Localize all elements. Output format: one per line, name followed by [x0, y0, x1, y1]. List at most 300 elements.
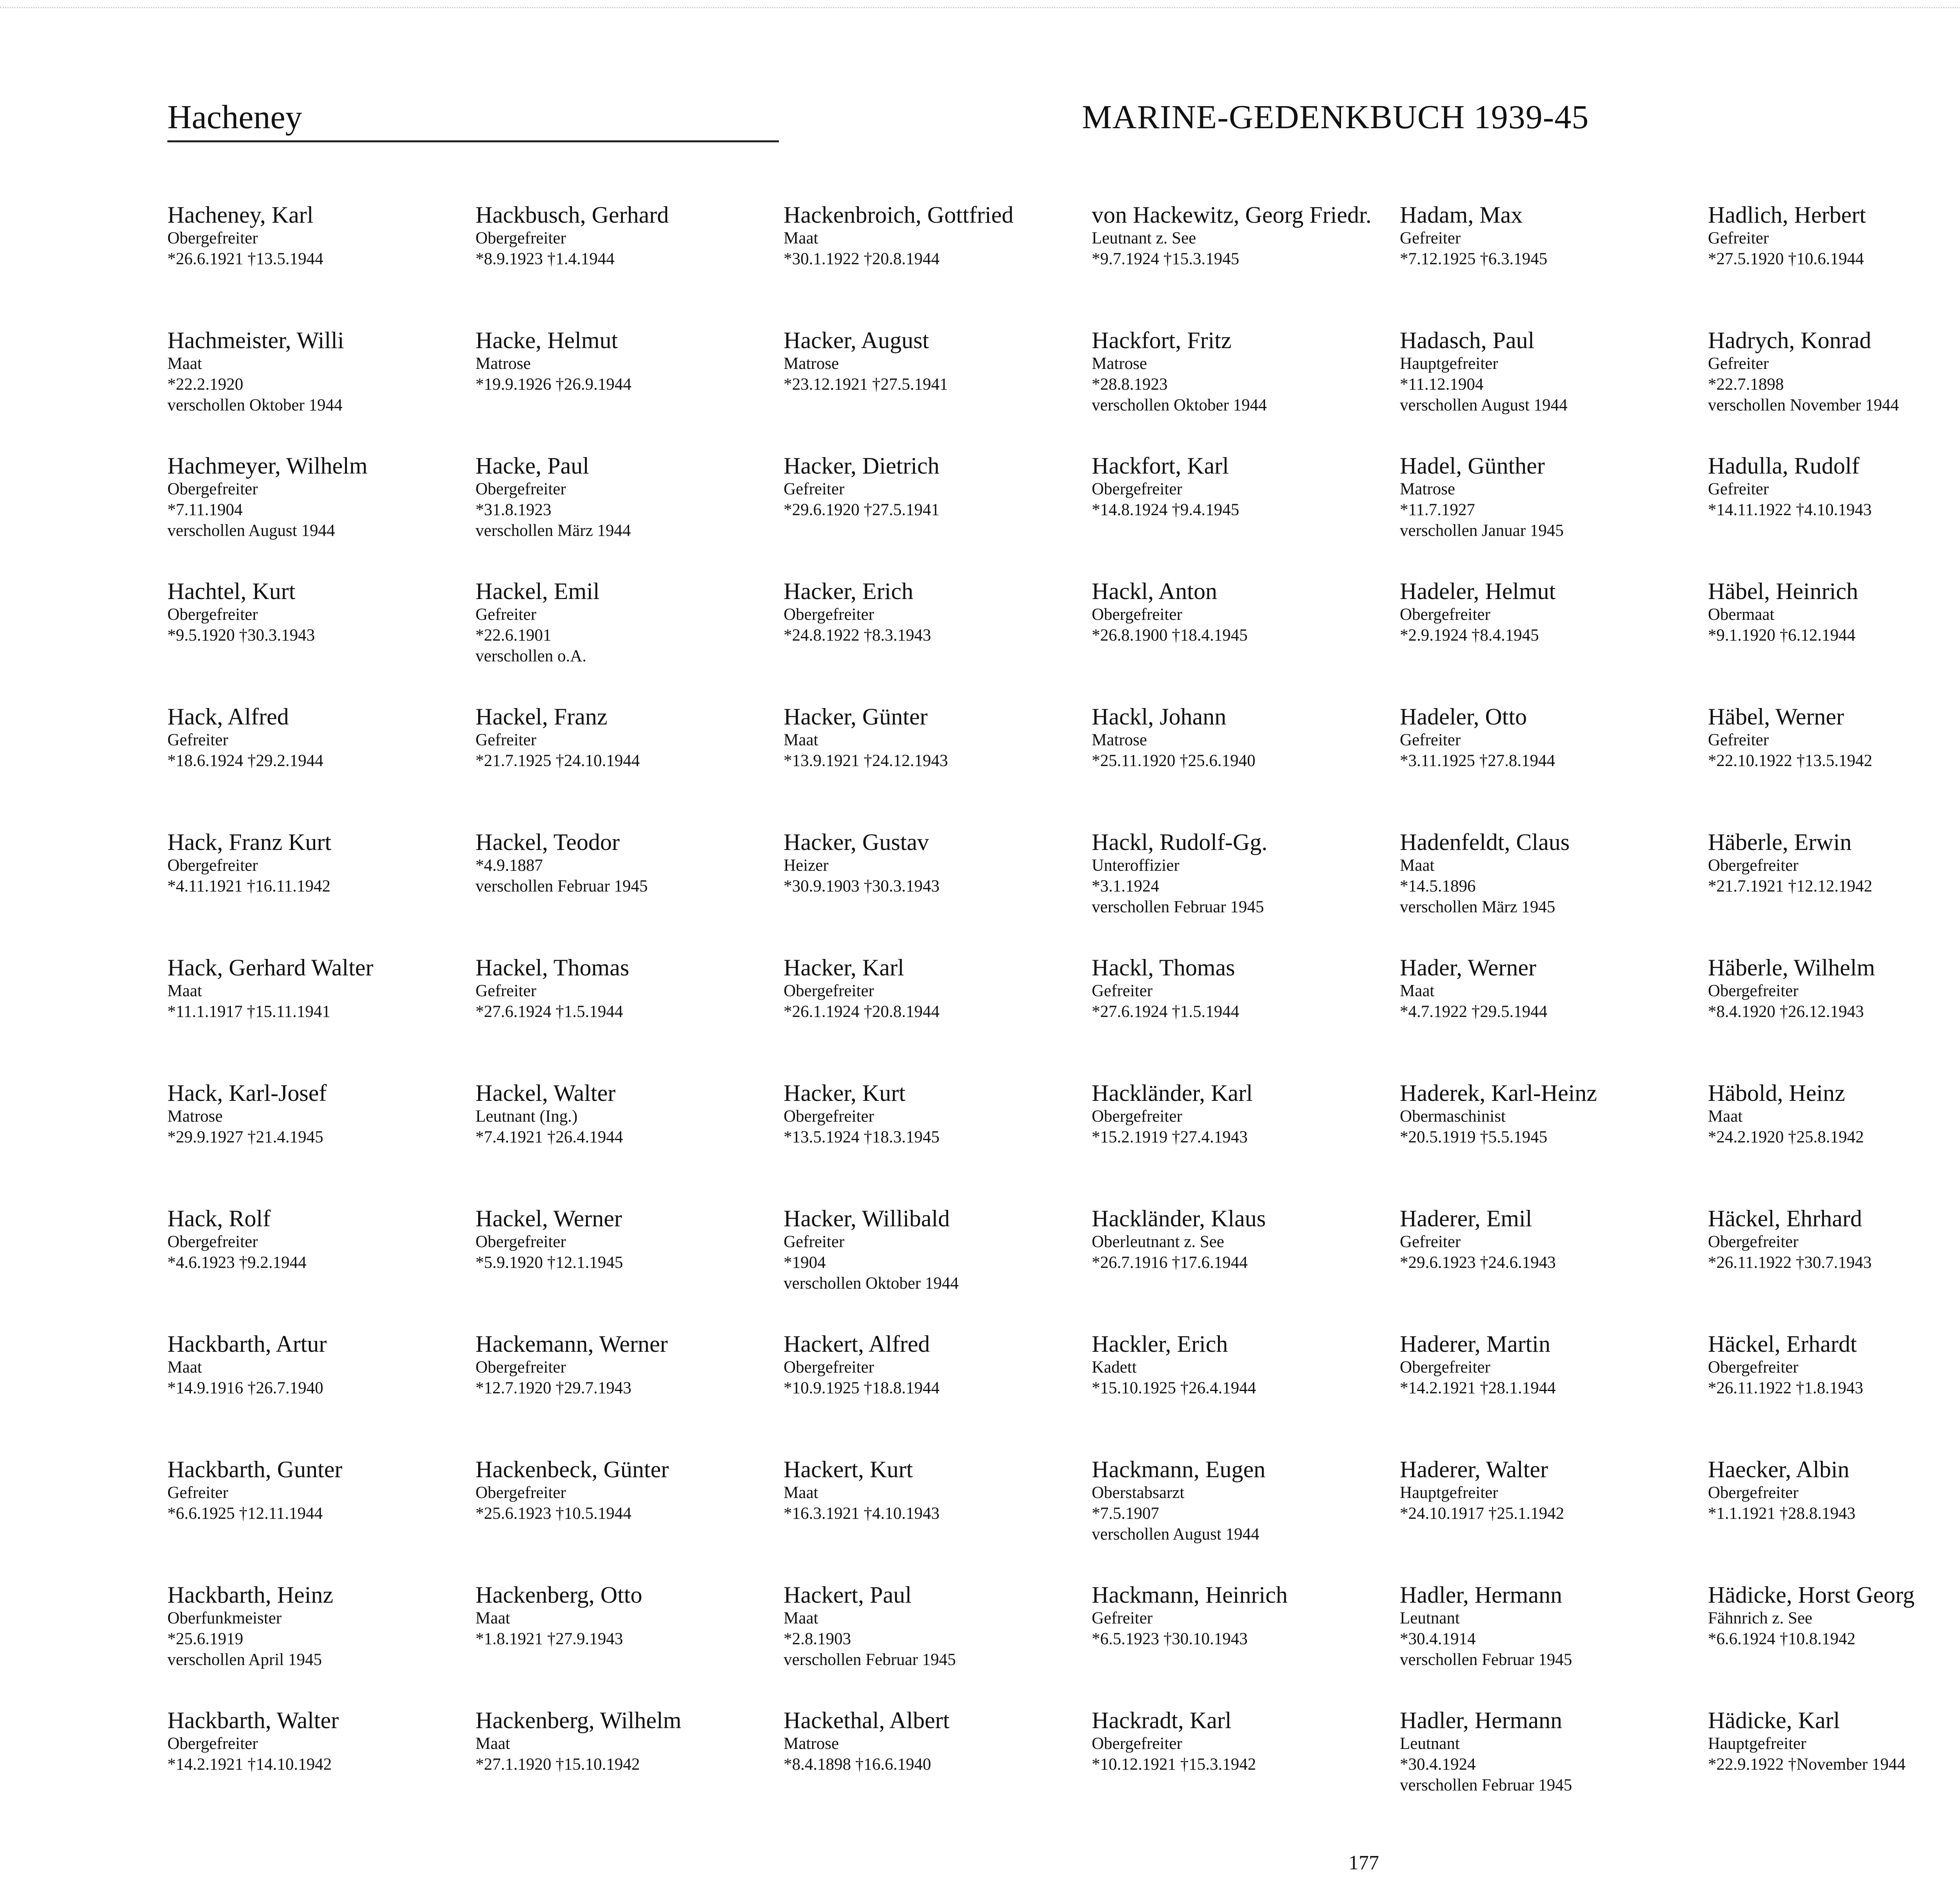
entry-detail: Leutnant [1400, 1609, 1460, 1627]
entry-detail: Gefreiter [167, 731, 229, 749]
entry-name: Hachtel, Kurt [167, 578, 296, 604]
entry-detail: Obergefreiter [1092, 1107, 1182, 1126]
entry-name: Hackert, Paul [784, 1582, 912, 1608]
entry-detail: *27.1.1920 †15.10.1942 [475, 1755, 640, 1774]
page-title: MARINE-GEDENKBUCH 1939-45 [1082, 98, 1589, 136]
memorial-entry [475, 1707, 784, 1833]
memorial-entry [1092, 453, 1400, 578]
entry-name: Hadel, Günther [1400, 453, 1545, 479]
memorial-entry [167, 1582, 475, 1707]
entry-name: Hackländer, Karl [1092, 1080, 1253, 1106]
entry-name: Hackfort, Karl [1092, 453, 1229, 479]
memorial-entry [1400, 829, 1708, 955]
entry-detail: *11.7.1927 [1400, 501, 1475, 519]
entry-detail: verschollen Oktober 1944 [1092, 396, 1267, 414]
entry-detail: verschollen August 1944 [1092, 1525, 1259, 1543]
entry-detail: *1.8.1921 †27.9.1943 [475, 1630, 623, 1648]
entry-detail: Obergefreiter [1400, 605, 1490, 624]
entry-name: Haderer, Emil [1400, 1206, 1532, 1231]
entry-name: Häbel, Werner [1708, 704, 1844, 730]
entry-detail: verschollen März 1945 [1400, 898, 1555, 916]
memorial-entry [784, 704, 1092, 829]
entry-name: Hachmeyer, Wilhelm [167, 453, 368, 479]
memorial-entry [1092, 1080, 1400, 1206]
entry-name: Hacker, Kurt [784, 1080, 906, 1106]
entry-detail: *20.5.1919 †5.5.1945 [1400, 1128, 1548, 1146]
entry-detail: *6.6.1924 †10.8.1942 [1708, 1630, 1856, 1648]
entry-name: Hackbarth, Heinz [167, 1582, 334, 1608]
entry-detail: Hauptgefreiter [1400, 1484, 1498, 1502]
memorial-entry [1708, 704, 1960, 829]
entry-detail: Gefreiter [1708, 229, 1769, 247]
memorial-entry [1092, 1582, 1400, 1707]
entry-detail: verschollen August 1944 [1400, 396, 1568, 414]
memorial-entry [1708, 1080, 1960, 1206]
entry-name: Hackfort, Fritz [1092, 327, 1232, 353]
entry-detail: Gefreiter [784, 1233, 845, 1251]
entry-detail: *14.8.1924 †9.4.1945 [1092, 501, 1240, 519]
entry-name: Hackl, Anton [1092, 578, 1217, 604]
entry-name: Häbel, Heinrich [1708, 578, 1858, 604]
header-rule-left [167, 140, 779, 142]
entry-detail: Obergefreiter [475, 480, 566, 498]
entry-detail: *27.6.1924 †1.5.1944 [1092, 1002, 1240, 1021]
memorial-entry [784, 1331, 1092, 1456]
entry-detail: *14.11.1922 †4.10.1943 [1708, 501, 1872, 519]
entry-detail: *19.9.1926 †26.9.1944 [475, 375, 632, 394]
memorial-entry [1400, 704, 1708, 829]
entry-detail: Maat [1400, 856, 1435, 875]
entry-detail: Gefreiter [475, 731, 537, 749]
entry-name: Hacker, Dietrich [784, 453, 940, 479]
entry-name: Hadler, Hermann [1400, 1707, 1563, 1733]
entry-detail: *9.5.1920 †30.3.1943 [167, 626, 315, 645]
entry-detail: Gefreiter [1708, 354, 1769, 373]
entry-detail: Obergefreiter [1400, 1358, 1490, 1376]
entry-name: Hackel, Emil [475, 578, 600, 604]
entry-name: Häbold, Heinz [1708, 1080, 1845, 1106]
entry-detail: Obergefreiter [1092, 480, 1182, 498]
memorial-entry [475, 327, 784, 453]
entry-detail: *4.7.1922 †29.5.1944 [1400, 1002, 1548, 1021]
memorial-entry [1400, 327, 1708, 453]
entry-name: Hacker, Günter [784, 704, 928, 730]
entry-name: Hädicke, Karl [1708, 1707, 1840, 1733]
entry-name: Hack, Karl-Josef [167, 1080, 327, 1106]
entry-detail: *27.5.1920 †10.6.1944 [1708, 250, 1864, 268]
entry-detail: Obergefreiter [1092, 1734, 1182, 1753]
entry-name: Hadam, Max [1400, 202, 1523, 228]
entry-detail: Obergefreiter [1708, 982, 1798, 1000]
entry-detail: *26.8.1900 †18.4.1945 [1092, 626, 1248, 645]
entry-detail: *24.8.1922 †8.3.1943 [784, 626, 931, 645]
entry-name: Hader, Werner [1400, 955, 1537, 981]
entry-detail: *10.12.1921 †15.3.1942 [1092, 1755, 1256, 1774]
entry-detail: *22.6.1901 [475, 626, 552, 645]
entry-detail: *26.7.1916 †17.6.1944 [1092, 1253, 1248, 1272]
memorial-entry [784, 453, 1092, 578]
entry-detail: *25.11.1920 †25.6.1940 [1092, 752, 1256, 770]
entry-name: Hacker, Karl [784, 955, 904, 981]
entry-detail: Gefreiter [1400, 731, 1461, 749]
memorial-entry [1708, 1456, 1960, 1582]
entry-detail: *14.2.1921 †28.1.1944 [1400, 1379, 1556, 1397]
memorial-entry [1400, 578, 1708, 704]
entry-name: Hackenberg, Wilhelm [475, 1707, 682, 1733]
entry-name: Hacheney, Karl [167, 202, 314, 228]
entry-detail: *28.8.1923 [1092, 375, 1168, 394]
entry-detail: verschollen Oktober 1944 [784, 1274, 959, 1293]
memorial-entry [167, 453, 475, 578]
entry-detail: verschollen Februar 1945 [1400, 1776, 1572, 1794]
entry-detail: *18.6.1924 †29.2.1944 [167, 752, 323, 770]
entry-detail: Maat [1400, 982, 1435, 1000]
memorial-entry [167, 1206, 475, 1331]
entry-detail: *8.9.1923 †1.4.1944 [475, 250, 615, 268]
entry-detail: verschollen August 1944 [167, 521, 335, 540]
memorial-entry [1400, 1582, 1708, 1707]
memorial-entry [784, 955, 1092, 1080]
entry-detail: Matrose [1400, 480, 1455, 498]
entry-detail: verschollen November 1944 [1708, 396, 1899, 414]
entry-name: Haderer, Walter [1400, 1456, 1548, 1482]
memorial-entry [475, 578, 784, 704]
memorial-entry [784, 202, 1092, 327]
entry-detail: Heizer [784, 856, 829, 875]
memorial-entry [475, 453, 784, 578]
entry-detail: *15.10.1925 †26.4.1944 [1092, 1379, 1256, 1397]
entry-detail: *14.5.1896 [1400, 877, 1476, 895]
entry-name: Hackenbeck, Günter [475, 1456, 669, 1482]
entry-detail: Matrose [475, 354, 531, 373]
entry-detail: *9.7.1924 †15.3.1945 [1092, 250, 1240, 268]
memorial-entry [475, 829, 784, 955]
memorial-entry [1400, 1707, 1708, 1833]
entry-name: Hackler, Erich [1092, 1331, 1228, 1357]
entry-detail: Gefreiter [784, 480, 845, 498]
entry-detail: Hauptgefreiter [1400, 354, 1498, 373]
entry-detail: *21.7.1925 †24.10.1944 [475, 752, 640, 770]
entry-detail: *6.6.1925 †12.11.1944 [167, 1504, 323, 1523]
entry-name: Haderek, Karl-Heinz [1400, 1080, 1597, 1106]
entry-name: Hackradt, Karl [1092, 1707, 1232, 1733]
header-first-name: Hacheney [167, 98, 302, 136]
memorial-entry [1708, 327, 1960, 453]
entry-detail: *4.6.1923 †9.2.1944 [167, 1253, 307, 1272]
memorial-entry [1092, 202, 1400, 327]
entry-detail: Gefreiter [1708, 480, 1769, 498]
entry-detail: Maat [784, 1609, 818, 1627]
entry-name: Hacke, Paul [475, 453, 589, 479]
entry-name: Hackemann, Werner [475, 1331, 668, 1357]
entry-detail: verschollen Februar 1945 [475, 877, 648, 895]
memorial-entry [475, 1331, 784, 1456]
entry-detail: *7.5.1907 [1092, 1504, 1159, 1523]
entry-detail: *16.3.1921 †4.10.1943 [784, 1504, 940, 1523]
entry-detail: *8.4.1920 †26.12.1943 [1708, 1002, 1864, 1021]
entry-detail: Obergefreiter [1708, 1233, 1798, 1251]
entry-name: Hackert, Kurt [784, 1456, 913, 1482]
entry-name: Hackel, Walter [475, 1080, 616, 1106]
entry-detail: verschollen Januar 1945 [1400, 521, 1564, 540]
entry-detail: *7.4.1921 †26.4.1944 [475, 1128, 623, 1146]
entry-detail: Maat [475, 1734, 510, 1753]
entry-detail: Unteroffizier [1092, 856, 1180, 875]
memorial-entry [1092, 1331, 1400, 1456]
entry-name: Hackbarth, Artur [167, 1331, 327, 1357]
entry-name: Hackbarth, Walter [167, 1707, 339, 1733]
memorial-entry [1400, 1456, 1708, 1582]
entry-detail: *15.2.1919 †27.4.1943 [1092, 1128, 1248, 1146]
entry-detail: *2.8.1903 [784, 1630, 851, 1648]
entry-name: Hadeler, Helmut [1400, 578, 1556, 604]
entry-name: Hacker, Erich [784, 578, 913, 604]
entry-name: Hackert, Alfred [784, 1331, 930, 1357]
entry-detail: Hauptgefreiter [1708, 1734, 1806, 1753]
memorial-entry [1092, 829, 1400, 955]
entry-detail: *29.6.1923 †24.6.1943 [1400, 1253, 1556, 1272]
entry-detail: Maat [167, 982, 202, 1000]
entry-detail: Obergefreiter [167, 480, 258, 498]
entry-name: Häberle, Wilhelm [1708, 955, 1875, 981]
entry-name: Häckel, Erhardt [1708, 1331, 1857, 1357]
entry-detail: Obergefreiter [167, 605, 258, 624]
entry-detail: *3.1.1924 [1092, 877, 1159, 895]
entry-name: Hack, Gerhard Walter [167, 955, 374, 981]
entry-name: Hacker, Willibald [784, 1206, 950, 1231]
entry-detail: *23.12.1921 †27.5.1941 [784, 375, 948, 394]
entry-detail: *14.2.1921 †14.10.1942 [167, 1755, 332, 1774]
entry-name: Hackländer, Klaus [1092, 1206, 1266, 1231]
entry-detail: *25.6.1919 [167, 1630, 243, 1648]
entry-detail: Gefreiter [1400, 1233, 1461, 1251]
entry-detail: Obergefreiter [1708, 1358, 1798, 1376]
entry-name: Hadrych, Konrad [1708, 327, 1871, 353]
entry-detail: *30.4.1914 [1400, 1630, 1476, 1648]
entry-name: Hädicke, Horst Georg [1708, 1582, 1915, 1608]
memorial-entry [1708, 453, 1960, 578]
memorial-entry [1708, 1331, 1960, 1456]
entry-detail: Obergefreiter [784, 605, 874, 624]
memorial-entry [1708, 202, 1960, 327]
entry-detail: Obergefreiter [1708, 856, 1798, 875]
entry-detail: *26.6.1921 †13.5.1944 [167, 250, 323, 268]
entry-detail: *30.4.1924 [1400, 1755, 1476, 1774]
entry-name: Hackenberg, Otto [475, 1582, 642, 1608]
entry-detail: Obergefreiter [475, 229, 566, 247]
entry-detail: *13.9.1921 †24.12.1943 [784, 752, 948, 770]
entry-detail: Obergefreiter [1708, 1484, 1798, 1502]
memorial-entry [784, 1582, 1092, 1707]
memorial-entry [1400, 1331, 1708, 1456]
memorial-entry [475, 1456, 784, 1582]
memorial-entry [784, 1707, 1092, 1833]
entry-detail: *31.8.1923 [475, 501, 552, 519]
entry-name: Hack, Rolf [167, 1206, 271, 1231]
memorial-entry [475, 1206, 784, 1331]
entry-detail: *11.1.1917 †15.11.1941 [167, 1002, 331, 1021]
entry-detail: *22.9.1922 †November 1944 [1708, 1755, 1906, 1774]
memorial-entry [475, 955, 784, 1080]
entry-detail: *26.11.1922 †1.8.1943 [1708, 1379, 1864, 1397]
memorial-entry [1400, 1206, 1708, 1331]
entry-name: Hadeler, Otto [1400, 704, 1527, 730]
entry-detail: *24.2.1920 †25.8.1942 [1708, 1128, 1864, 1146]
memorial-entry [1708, 955, 1960, 1080]
entry-name: Häckel, Ehrhard [1708, 1206, 1862, 1231]
entry-name: Hachmeister, Willi [167, 327, 344, 353]
entry-detail: Maat [475, 1609, 510, 1627]
entry-detail: *12.7.1920 †29.7.1943 [475, 1379, 632, 1397]
memorial-entry [167, 1707, 475, 1833]
entry-name: Hacker, Gustav [784, 829, 929, 855]
memorial-entry [167, 704, 475, 829]
entry-name: Hackl, Johann [1092, 704, 1227, 730]
entry-detail: *29.6.1920 †27.5.1941 [784, 501, 940, 519]
entry-detail: *22.7.1898 [1708, 375, 1784, 394]
memorial-entry [1708, 829, 1960, 955]
entry-name: Hackbusch, Gerhard [475, 202, 669, 228]
scan-top-edge [0, 7, 1960, 8]
entry-detail: *29.9.1927 †21.4.1945 [167, 1128, 323, 1146]
entry-detail: *22.10.1922 †13.5.1942 [1708, 752, 1873, 770]
entry-detail: *11.12.1904 [1400, 375, 1484, 394]
entry-detail: *27.6.1924 †1.5.1944 [475, 1002, 623, 1021]
memorial-entry [167, 202, 475, 327]
memorial-entry [1092, 578, 1400, 704]
entry-name: Hadasch, Paul [1400, 327, 1535, 353]
entry-name: Hack, Franz Kurt [167, 829, 332, 855]
entry-detail: Maat [784, 1484, 818, 1502]
entries-grid [167, 202, 1960, 1817]
entry-detail: Obergefreiter [784, 1358, 874, 1376]
entry-detail: Oberleutnant z. See [1092, 1233, 1224, 1251]
memorial-entry [784, 829, 1092, 955]
entry-detail: Obergefreiter [784, 1107, 874, 1126]
entry-name: von Hackewitz, Georg Friedr. [1092, 202, 1372, 228]
entry-detail: *30.1.1922 †20.8.1944 [784, 250, 940, 268]
entry-detail: Maat [1708, 1107, 1743, 1126]
entry-detail: *26.11.1922 †30.7.1943 [1708, 1253, 1872, 1272]
entry-name: Hackethal, Albert [784, 1707, 950, 1733]
entry-detail: Matrose [784, 354, 839, 373]
entry-name: Hackel, Franz [475, 704, 608, 730]
entry-name: Hackel, Teodor [475, 829, 620, 855]
entry-detail: Gefreiter [1400, 229, 1461, 247]
entry-detail: Gefreiter [475, 982, 537, 1000]
entry-name: Hackbarth, Gunter [167, 1456, 343, 1482]
memorial-entry [784, 327, 1092, 453]
memorial-entry [1708, 1206, 1960, 1331]
entry-detail: Leutnant [1400, 1734, 1460, 1753]
entry-detail: Oberfunkmeister [167, 1609, 282, 1627]
entry-detail: *7.12.1925 †6.3.1945 [1400, 250, 1548, 268]
entry-detail: *25.6.1923 †10.5.1944 [475, 1504, 632, 1523]
memorial-entry [475, 704, 784, 829]
entry-detail: Obergefreiter [475, 1358, 566, 1376]
entry-detail: *5.9.1920 †12.1.1945 [475, 1253, 623, 1272]
entry-detail: *30.9.1903 †30.3.1943 [784, 877, 940, 895]
entry-detail: Maat [784, 229, 818, 247]
entry-detail: verschollen April 1945 [167, 1651, 322, 1669]
page-number: 177 [1348, 1852, 1379, 1874]
memorial-entry [1092, 955, 1400, 1080]
entry-detail: Obermaschinist [1400, 1107, 1506, 1126]
entry-detail: Maat [167, 1358, 202, 1376]
entry-detail: Obergefreiter [167, 1233, 258, 1251]
entry-detail: *24.10.1917 †25.1.1942 [1400, 1504, 1564, 1523]
memorial-entry [784, 1456, 1092, 1582]
entry-detail: *13.5.1924 †18.3.1945 [784, 1128, 940, 1146]
memorial-entry [1092, 327, 1400, 453]
entry-name: Häberle, Erwin [1708, 829, 1852, 855]
entry-detail: Obergefreiter [167, 856, 258, 875]
entry-detail: Obergefreiter [1092, 605, 1182, 624]
entry-detail: Leutnant z. See [1092, 229, 1196, 247]
entry-detail: Obergefreiter [167, 1734, 258, 1753]
entry-detail: *14.9.1916 †26.7.1940 [167, 1379, 323, 1397]
memorial-entry [1708, 1582, 1960, 1707]
memorial-entry [1400, 453, 1708, 578]
entry-name: Hacke, Helmut [475, 327, 618, 353]
entry-detail: verschollen Februar 1945 [784, 1651, 956, 1669]
entry-detail: *22.2.1920 [167, 375, 243, 394]
memorial-entry [1092, 1456, 1400, 1582]
memorial-entry [475, 1582, 784, 1707]
memorial-entry [1400, 1080, 1708, 1206]
entry-detail: *4.11.1921 †16.11.1942 [167, 877, 331, 895]
entry-name: Hackenbroich, Gottfried [784, 202, 1014, 228]
entry-detail: *9.1.1920 †6.12.1944 [1708, 626, 1856, 645]
entry-detail: *7.11.1904 [167, 501, 243, 519]
entry-detail: *10.9.1925 †18.8.1944 [784, 1379, 940, 1397]
entry-detail: Obergefreiter [475, 1484, 566, 1502]
memorial-entry [167, 1080, 475, 1206]
memorial-entry [784, 1080, 1092, 1206]
entry-detail: Gefreiter [1092, 1609, 1153, 1627]
entry-name: Hack, Alfred [167, 704, 289, 730]
entry-detail: Gefreiter [1092, 982, 1153, 1000]
memorial-entry [1092, 1707, 1400, 1833]
entry-detail: verschollen o.A. [475, 647, 587, 665]
entry-detail: Matrose [1092, 731, 1147, 749]
entry-name: Hacker, August [784, 327, 929, 353]
memorial-entry [167, 327, 475, 453]
entry-name: Hackel, Werner [475, 1206, 622, 1231]
entry-detail: Obergefreiter [475, 1233, 566, 1251]
memorial-entry [167, 1456, 475, 1582]
entry-name: Hackmann, Eugen [1092, 1456, 1266, 1482]
entry-detail: verschollen Februar 1945 [1400, 1651, 1572, 1669]
entry-detail: Obermaat [1708, 605, 1775, 624]
entry-detail: *3.11.1925 †27.8.1944 [1400, 752, 1555, 770]
memorial-entry [1092, 704, 1400, 829]
memorial-entry [1708, 578, 1960, 704]
entry-detail: verschollen Februar 1945 [1092, 898, 1264, 916]
entry-name: Hadlich, Herbert [1708, 202, 1866, 228]
entry-name: Hackel, Thomas [475, 955, 630, 981]
entry-detail: verschollen März 1944 [475, 521, 631, 540]
memorial-entry [475, 1080, 784, 1206]
memorial-entry [784, 578, 1092, 704]
entry-detail: Leutnant (Ing.) [475, 1107, 578, 1126]
entry-detail: Gefreiter [1708, 731, 1769, 749]
entry-detail: *21.7.1921 †12.12.1942 [1708, 877, 1873, 895]
entry-name: Haecker, Albin [1708, 1456, 1849, 1482]
entry-detail: Oberstabsarzt [1092, 1484, 1185, 1502]
memorial-entry [784, 1206, 1092, 1331]
memorial-entry [475, 202, 784, 327]
